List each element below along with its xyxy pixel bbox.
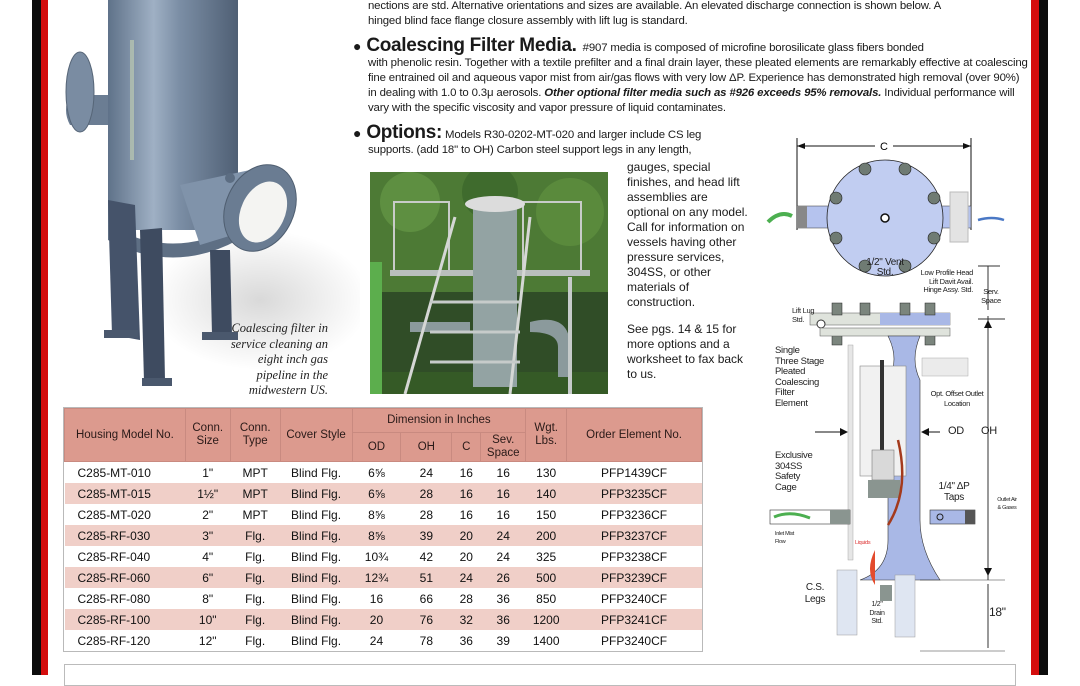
photo-caption: Coalescing filter in service cleaning an eight inch gas pipeline in the midwestern US. [230,321,328,397]
cell-sev: 16 [481,483,526,504]
outlet-label: Outlet Air & Gases [997,497,1017,511]
cell-oh: 42 [419,549,434,564]
cell-od: 12¾ [352,567,401,588]
cell-size: 2" [202,507,214,522]
cell-od: 24 [369,633,384,648]
cell-model: C285-RF-100 [65,609,186,630]
options-continued: gauges, special finishes, and head lift assemblies are optional on any model. Call for information on vessels having other pressure services, 304SS, or other materials of construction. [627,160,748,309]
opt-offset-label: Opt. Offset Outlet Location [930,389,984,408]
table-row [65,630,702,651]
options-line1: Models R30-0202-MT-020 and larger include CS leg [445,129,702,141]
media-body-text: with phenolic resin. Together with a textile prefilter and a final drain layer, these pleated elements are remarkably effective at coalescing fine entrained oil and aqueous vapor mist from air/gas flows with very low ΔP. Experience has demonstrated high removal (over 90%) in dealing with 1.0 to 0.3μ aerosols. [368,57,1028,99]
cell-sev: 16 [496,507,510,522]
cell-oh: 28 [401,483,452,504]
cell-wgt: 130 [536,465,557,480]
cell-od: 8⅝ [352,525,401,546]
table-row [65,567,702,588]
cell-od: 8⅝ [368,507,385,522]
table-row [65,546,702,567]
table-row [65,525,702,546]
cell-model: C285-RF-040 [77,549,151,564]
cell-wgt: 140 [526,483,567,504]
top-view [768,138,1004,276]
cell-cover: Blind Flg. [291,633,342,648]
cell-c: 36 [459,633,473,648]
cell-model: C285-MT-010 [77,465,151,480]
media-section [353,35,1028,116]
cell-model: C285-RF-030 [65,525,186,546]
options-heading: Options: [366,122,443,143]
cell-wgt: 1200 [526,609,567,630]
header-oh: OH [401,433,452,462]
cell-c: 16 [459,507,473,522]
cell-c: 16 [459,465,473,480]
intro-line-1: nections are std. Alternative orientations and sizes are available. An elevated discharge connection is shown below. A [368,0,942,12]
cell-model: C285-RF-120 [77,633,151,648]
cell-wgt: 1400 [532,633,560,648]
bullet-icon: ● [353,38,362,54]
cell-wgt: 850 [536,591,557,606]
cell-order: PFP3236CF [601,507,668,522]
header-order-element: Order Element No. [567,409,702,462]
cell-od: 20 [352,609,401,630]
cell-order: PFP3239CF [567,567,702,588]
cell-model: C285-MT-020 [77,507,151,522]
inlet-label: Inlet Mist Flow [775,531,795,545]
bullet-icon: ● [353,125,362,141]
cell-size: 12" [198,633,217,648]
cell-oh: 24 [419,465,434,480]
cell-wgt: 500 [526,567,567,588]
spec-table [64,408,702,651]
cell-order: PFP3240CF [601,633,668,648]
header-cover-style: Cover Style [280,409,352,462]
options-section [353,122,753,158]
cell-oh: 51 [401,567,452,588]
cell-type: Flg. [230,609,280,630]
leg-height-label: 18" [989,605,1006,619]
media-body [353,56,1028,116]
table-row [65,462,702,484]
cell-order: PFP3235CF [567,483,702,504]
cell-od: 6⅝ [352,483,401,504]
table-row [65,588,702,609]
cell-model: C285-RF-080 [77,591,151,606]
vent-label: 1/2" Vent Std. [866,257,904,278]
cell-type: Flg. [245,549,266,564]
cell-wgt: 325 [536,549,557,564]
cell-type: Flg. [230,525,280,546]
table-row [65,483,702,504]
media-heading: Coalescing Filter Media. [366,35,577,56]
cell-order: PFP1439CF [601,465,668,480]
cell-c: 16 [452,483,481,504]
cell-oh: 39 [401,525,452,546]
cell-type: Flg. [245,633,266,648]
cell-size: 4" [202,549,214,564]
cell-model: C285-MT-015 [65,483,186,504]
header-model: Housing Model No. [65,409,186,462]
intro-paragraph [368,0,1028,29]
cell-cover: Blind Flg. [291,549,342,564]
cell-od: 16 [369,591,384,606]
cell-type: MPT [242,507,268,522]
media-tail: Individual performance will vary with the specific viscosity and vapor pressure of liquid contaminates. [368,87,1015,114]
cell-c: 20 [459,549,473,564]
drain-label: 1/2" Drain Std. [869,601,885,625]
table-row [65,504,702,525]
options-line2: supports. (add 18" to OH) Carbon steel support legs in any length, [368,144,692,156]
cell-oh: 76 [401,609,452,630]
header-weight: Wgt. Lbs. [526,409,567,462]
cell-sev: 24 [481,525,526,546]
liquids-label: Liquids [855,540,871,546]
cell-od: 6⅝ [368,465,385,480]
cell-c: 28 [459,591,473,606]
cell-cover: Blind Flg. [280,609,352,630]
header-od: OD [352,433,401,462]
cell-sev: 36 [496,591,510,606]
cell-type: MPT [242,465,268,480]
cell-cover: Blind Flg. [291,465,342,480]
low-profile-label: Low Profile Head Lift Davit Avail. Hinge Assy. Std. [920,268,973,294]
cell-size: 8" [202,591,214,606]
header-conn-size: Conn. Size [185,409,230,462]
cell-cover: Blind Flg. [291,507,342,522]
cell-model: C285-RF-060 [65,567,186,588]
see-pages-note: See pgs. 14 & 15 for more options and a worksheet to fax back to us. [627,322,744,381]
cell-sev: 24 [496,549,510,564]
cell-c: 24 [452,567,481,588]
cell-type: Flg. [245,591,266,606]
od-label: OD [948,425,964,437]
page-border-black-left [32,0,41,675]
cell-cover: Blind Flg. [280,483,352,504]
cell-type: MPT [230,483,280,504]
cell-cover: Blind Flg. [280,567,352,588]
lift-lug-label: Lift Lug Std. [792,306,815,324]
intro-line-2: hinged blind face flange closure assembly with lift lug is standard. [368,15,688,27]
cell-od: 10¾ [364,549,389,564]
page-border-black-right [1039,0,1048,675]
cell-wgt: 150 [536,507,557,522]
cell-c: 32 [452,609,481,630]
cell-type: Flg. [230,567,280,588]
cell-wgt: 200 [526,525,567,546]
cell-size: 6" [185,567,230,588]
media-emphasis: Other optional filter media such as #926 exceeds 95% removals. [544,87,882,99]
page-border-red-left [41,0,48,675]
oh-label: OH [981,425,997,437]
header-conn-type: Conn. Type [230,409,280,462]
header-sev-space: Sev. Space [481,433,526,462]
diagram-c-label: C [880,141,888,153]
page-border-red-right [1031,0,1039,675]
cell-oh: 66 [419,591,434,606]
cell-size: 1" [202,465,214,480]
serv-space-label: Serv. Space [981,287,1001,305]
header-dimension-group: Dimension in Inches [352,409,526,433]
element-label: Single Three Stage Pleated Coalescing Filter Element [775,345,824,409]
media-lead: #907 media is composed of microfine borosilicate glass fibers bonded [582,42,924,54]
cell-order: PFP3238CF [601,549,668,564]
dp-taps-label: 1/4" ΔP Taps [938,481,970,503]
cage-label: Exclusive 304SS Safety Cage [775,450,813,493]
cell-order: PFP3240CF [601,591,668,606]
table-row [65,609,702,630]
cell-sev: 36 [481,609,526,630]
cell-oh: 28 [419,507,434,522]
cell-order: PFP3241CF [567,609,702,630]
site-photo [370,172,608,394]
cell-size: 1½" [185,483,230,504]
header-c: C [452,433,481,462]
cell-order: PFP3237CF [567,525,702,546]
cell-sev: 26 [481,567,526,588]
cell-size: 3" [185,525,230,546]
cell-c: 20 [452,525,481,546]
cell-oh: 78 [419,633,434,648]
cell-sev: 39 [496,633,510,648]
cs-legs-label: C.S. Legs [804,582,826,605]
cell-size: 10" [185,609,230,630]
cell-cover: Blind Flg. [280,525,352,546]
cell-sev: 16 [496,465,510,480]
cell-cover: Blind Flg. [291,591,342,606]
